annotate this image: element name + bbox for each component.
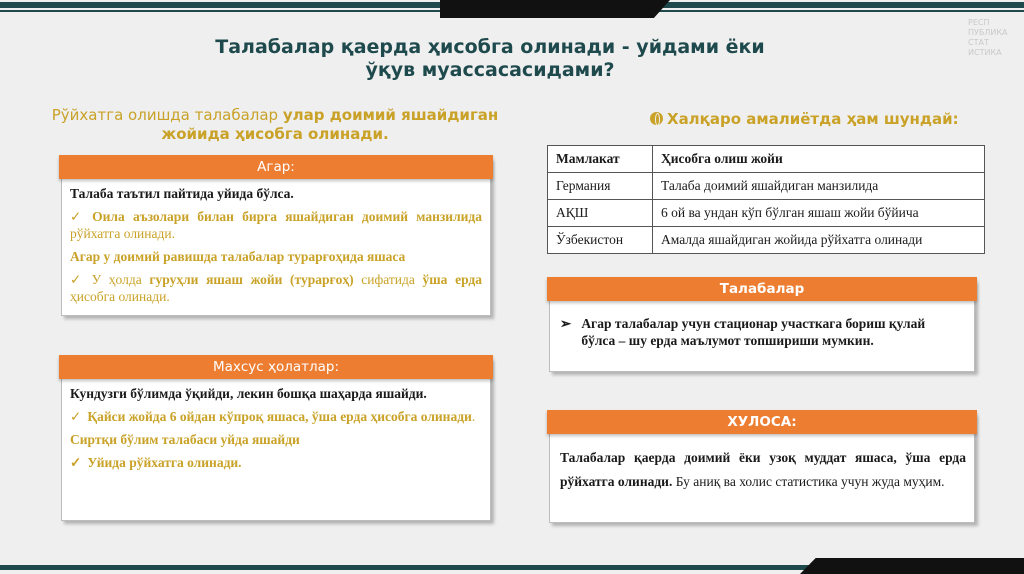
special-check2: ✓ Уйида рўйхатга олинади.	[70, 455, 242, 470]
table-cell: 6 ой ва ундан кўп бўлган яшаш жойи бўйича	[653, 200, 985, 227]
page-title: Талабалар қаерда ҳисобга олинади - уйдами ёки ўқув муассасасидами?	[215, 36, 765, 81]
top-decor-black	[440, 0, 670, 18]
right-intro	[650, 110, 959, 128]
table-cell: Ўзбекистон	[548, 227, 653, 254]
conclusion-panel	[549, 413, 975, 523]
special-panel	[61, 358, 491, 521]
table-header-cell: Ҳисобга олиш жойи	[653, 146, 985, 173]
left-intro	[40, 106, 510, 144]
table-row	[548, 173, 985, 200]
agar-panel	[61, 158, 491, 316]
table-row	[548, 227, 985, 254]
table-cell: АҚШ	[548, 200, 653, 227]
check-icon: ✓	[70, 409, 82, 424]
special-check1: ✓ Қайси жойда 6 ойдан кўпроқ яшаса, ўша ерда ҳисобга олинади.	[70, 409, 476, 424]
agar-check1: ✓ Оила аъзолари билан бирга яшайдиган доимий манзилида рўйхатга олинади.	[70, 209, 483, 241]
special-line1: Кундузги бўлимда ўқийди, лекин бошқа шаҳарда яшайди.	[70, 386, 427, 401]
check-icon: ✓	[70, 455, 82, 470]
table-header-cell: Мамлакат	[548, 146, 653, 173]
left-intro-bold: улар доимий яшайдиган жойида ҳисобга олинади.	[161, 106, 499, 143]
table-header-row	[548, 146, 985, 173]
left-intro-normal: Рўйхатга олишда талабалар	[51, 106, 283, 124]
statistics-logo: РЕСП ПУБЛИКА СТАТ ИСТИКА	[968, 18, 1008, 57]
agar-line1: Талаба таътил пайтида уйида бўлса.	[70, 186, 294, 201]
table-cell: Амалда яшайдиган жойида рўйхатга олинади	[653, 227, 985, 254]
table-cell: Германия	[548, 173, 653, 200]
check-icon: ✓	[70, 272, 86, 287]
arrow-bullet-icon: ➢	[560, 316, 572, 331]
globe-icon	[650, 112, 663, 125]
special-header: Махсус ҳолатлар:	[59, 355, 493, 379]
right-intro-text: Халқаро амалиётда ҳам шундай:	[667, 110, 959, 128]
bottom-decor-black	[800, 558, 1024, 574]
students-panel	[549, 280, 975, 372]
agar-header: Агар:	[59, 155, 493, 179]
agar-check2: ✓ У ҳолда гуруҳли яшаш жойи (турарғоҳ) сифатида ўша ерда ҳисобга олинади.	[70, 272, 482, 304]
special-line2: Сиртқи бўлим талабаси уйда яшайди	[70, 432, 300, 447]
countries-table	[547, 145, 985, 254]
students-header: Талабалар	[547, 277, 977, 301]
conclusion-text: Талабалар қаерда доимий ёки узоқ муддат яшаса, ўша ерда рўйхатга олинади. Бу аниқ ва холис статистика учун жуда муҳим.	[560, 450, 966, 489]
table-cell: Талаба доимий яшайдиган манзилида	[653, 173, 985, 200]
table-row	[548, 200, 985, 227]
check-icon: ✓	[70, 209, 87, 224]
agar-line2: Агар у доимий равишда талабалар турарғоҳида яшаса	[70, 249, 406, 264]
students-text: Агар талабалар учун стационар участкага бориш қулай бўлса – шу ерда маълумот топшириши мумкин.	[581, 316, 926, 348]
conclusion-header: ХУЛОСА:	[547, 410, 977, 434]
